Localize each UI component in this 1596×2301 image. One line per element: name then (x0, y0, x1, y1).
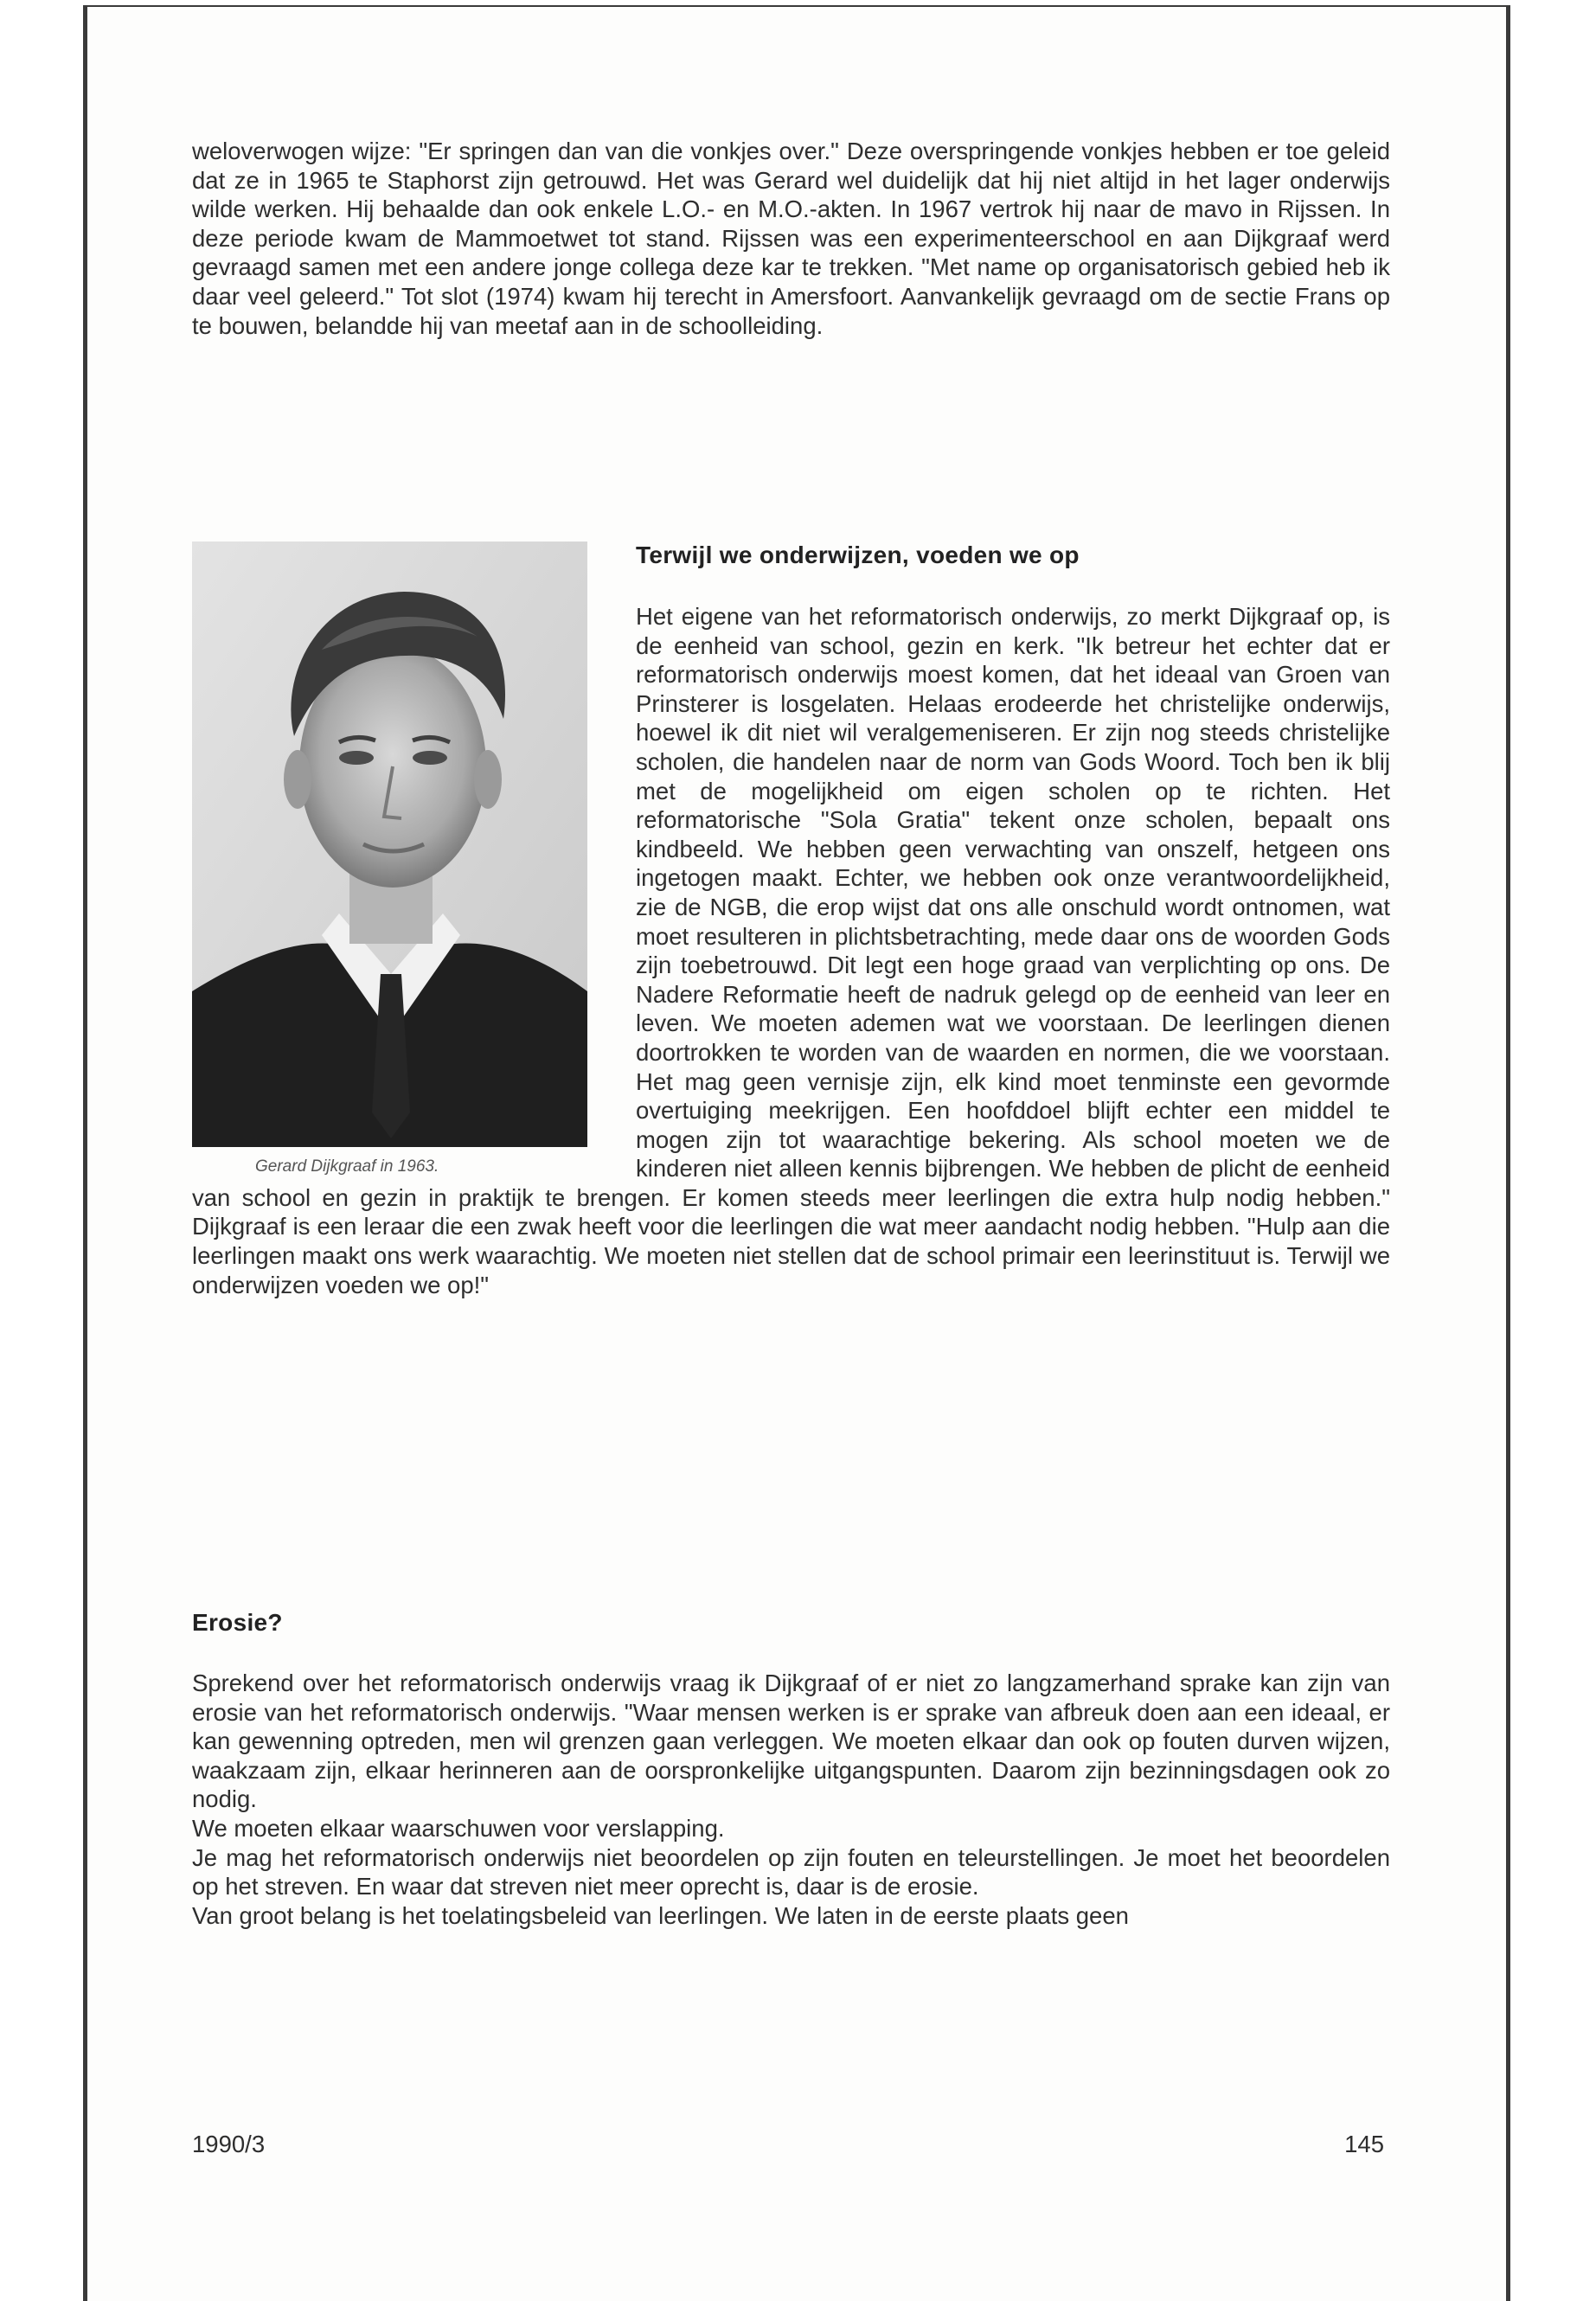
page-footer (192, 2131, 1390, 2158)
photo-figure (192, 542, 603, 1180)
erosion-paragraph: Sprekend over het reformatorisch onderwijs vraag ik Dijkgraaf of er niet zo langzamerhand sprake kan zijn van erosie van het reformatorisch onderwijs. "Waar mensen werken is er sprake van afbreuk doen aan een ideaal, er kan gewenning optreden, men wil grenzen gaan verleggen. We moeten elkaar dan ook op fouten durven wijzen, waakzaam zijn, elkaar herinneren aan de oorspronkelijke uitgangspunten. Daarom zijn bezinningsdagen ook zo nodig. (192, 1670, 1390, 1813)
portrait-photo (192, 542, 587, 1147)
section-erosion (192, 1609, 1390, 1930)
section-education (192, 542, 1390, 1299)
portrait-photo-icon (192, 542, 587, 1147)
erosion-paragraph: Je mag het reformatorisch onderwijs niet beoordelen op zijn fouten en teleurstellingen. Je moet het beoordelen op het streven. En waar dat streven niet meer oprecht is, daar is de erosie. (192, 1843, 1390, 1900)
section-heading-education: Terwijl we onderwijzen, voeden we op (636, 542, 1080, 568)
intro-paragraph: weloverwogen wijze: "Er springen dan van die vonkjes over." Deze overspringende vonkjes hebben er toe geleid dat ze in 1965 te Staphorst zijn getrouwd. Het was Gerard wel duidelijk dat hij niet altijd in het lager onderwijs wilde werken. Hij behaalde dan ook enkele L.O.- en M.O.-akten. In 1967 vertrok hij naar de mavo in Rijssen. In deze periode kwam de Mammoetwet tot stand. Rijssen was een experimenteerschool en aan Dijkgraaf werd gevraagd samen met een andere jonge collega deze kar te trekken. "Met name op organisatorisch gebied heb ik daar veel geleerd." Tot slot (1974) kwam hij terecht in Amersfoort. Aanvankelijk gevraagd om de sectie Frans op te bouwen, belandde hij van meetaf aan in de schoolleiding. (192, 138, 1390, 339)
erosion-paragraph: Van groot belang is het toelatingsbeleid van leerlingen. We laten in de eerste plaats geen (192, 1901, 1129, 1929)
photo-caption: Gerard Dijkgraaf in 1963. (255, 1157, 439, 1176)
issue-label: 1990/3 (192, 2131, 266, 2157)
page-number: 145 (1344, 2131, 1384, 2157)
erosion-paragraph: We moeten elkaar waarschuwen voor verslapping. (192, 1814, 725, 1842)
section-heading-erosion: Erosie? (192, 1609, 283, 1636)
section-paragraph-education: Het eigene van het reformatorisch onderwijs, zo merkt Dijkgraaf op, is de eenheid van school, gezin en kerk. "Ik betreur het echter dat er reformatorisch onderwijs moest komen, dat het ideaal van Groen van Prinsterer is losgelaten. Helaas erodeerde het christelijke onderwijs, hoewel ik dit niet wil veralgemeniseren. Er zijn nog steeds christelijke scholen, die handelen naar de norm van Gods Woord. Toch ben ik blij met de mogelijkheid om eigen scholen op te richten. Het reformatorische "Sola Gratia" tekent onze scholen, bepaalt ons kindbeeld. We hebben geen verwachting van onszelf, hetgeen ons ingetogen maakt. Echter, we hebben ook onze verantwoordelijkheid, zie de NGB, die erop wijst dat ons alle onschuld wordt ontnomen, wat moet resulteren in plichtsbetrachting, mede daar ons de woorden Gods zijn toebetrouwd. Dit legt een hoge graad van verplichting op ons. De Nadere Reformatie heeft de nadruk gelegd op de eenheid van leer en leven. We moeten ademen wat we voorstaan. De leerlingen dienen doortrokken te worden van de waarden en normen, die we voorstaan. Het mag geen vernisje zijn, elk kind moet tenminste een gevormde overtuiging meekrijgen. Een hoofddoel blijft echter een middel te mogen zijn tot waarachtige bekering. Als school moeten we de kinderen niet alleen kennis bijbrengen. We hebben de plicht de eenheid van school en gezin in praktijk te brengen. Er komen steeds meer leerlingen die extra hulp nodig hebben." Dijkgraaf is een leraar die een zwak heeft voor die leerlingen die wat meer aandacht nodig hebben. "Hulp aan die leerlingen maakt ons werk waarachtig. We moeten niet stellen dat de school primair een leerinstituut is. Terwijl we onderwijzen voeden we op!" (192, 603, 1390, 1298)
